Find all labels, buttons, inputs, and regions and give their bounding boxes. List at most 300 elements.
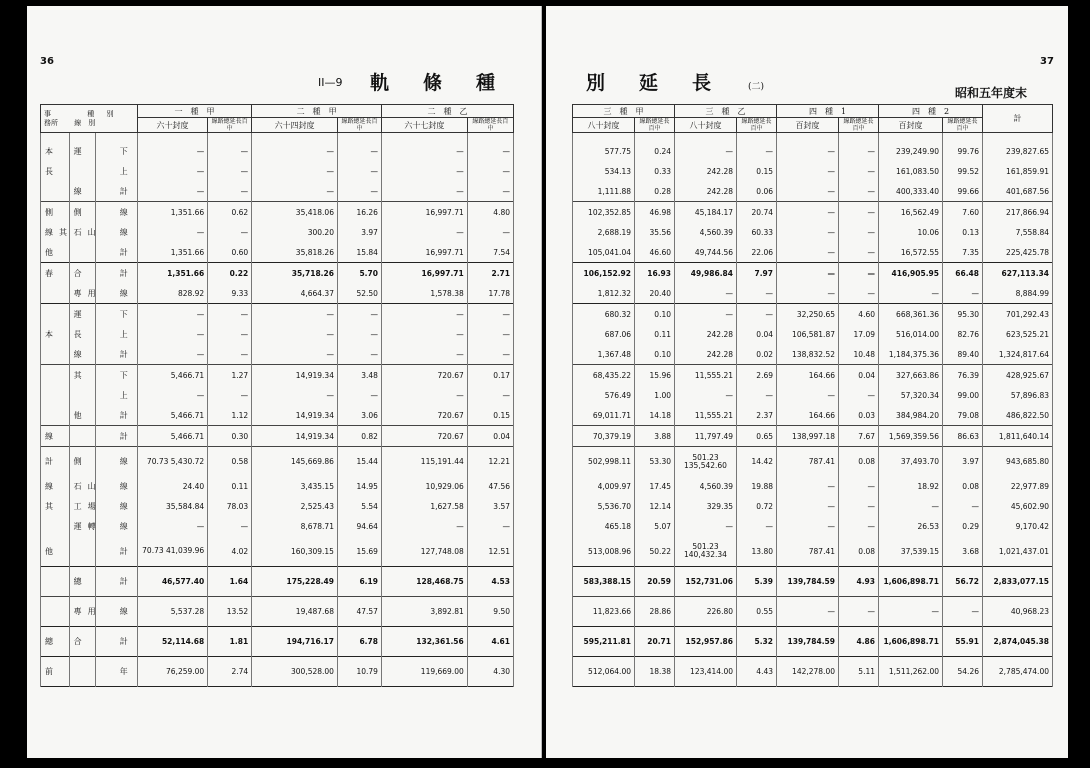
table-row [41,181,514,202]
row-label-office: 總 [41,627,70,657]
table-cell: 787.41 [777,537,839,567]
table-cell: 37,493.70 [879,447,943,477]
unit-row [41,133,514,142]
table-cell: 0.04 [737,324,777,344]
table-row [41,141,514,161]
row-label-kind: 線 [95,447,137,477]
table-cell: 0.17 [467,365,513,386]
table-cell: 0.30 [208,426,252,447]
table-cell: 78.03 [208,497,252,517]
col-header: 線路總延長百中 [208,118,252,133]
table-cell: 82.76 [943,324,983,344]
table-cell: 0.29 [943,517,983,537]
table-row [41,447,514,477]
row-label-line: 運 [69,304,95,325]
table-row [573,627,1053,657]
table-cell: 57,320.34 [879,385,943,405]
table-row [573,385,1053,405]
row-label-line: 專用 [69,597,95,627]
table-cell: 35,418.06 [252,202,338,223]
table-cell: 32,250.65 [777,304,839,325]
table-cell: — [337,181,381,202]
table-cell: 5.11 [839,657,879,687]
table-cell: — [943,283,983,304]
table-cell: 70,379.19 [573,426,635,447]
table-cell: 161,083.50 [879,161,943,181]
table-cell: 5.32 [737,627,777,657]
table-cell: 239,827.65 [983,141,1053,161]
table-row [41,597,514,627]
table-cell: 8,678.71 [252,517,338,537]
row-label-kind: 計 [95,263,137,284]
row-label-kind: 下 [95,304,137,325]
table-cell: 3.06 [337,405,381,426]
table-row [573,304,1053,325]
table-cell: 138,832.52 [777,344,839,365]
table-cell: 512,064.00 [573,657,635,687]
table-cell: 76,259.00 [137,657,207,687]
row-label-kind: 線 [95,517,137,537]
table-cell: 22.06 [737,242,777,263]
table-cell: 0.24 [635,141,675,161]
table-cell: 99.52 [943,161,983,181]
row-label-kind: 下 [95,365,137,386]
corner-class-label: 別 [106,109,114,118]
table-cell: — [839,283,879,304]
table-cell: 19,487.68 [252,597,338,627]
table-cell: 1,351.66 [137,202,207,223]
table-cell: 18.92 [879,477,943,497]
table-cell: — [252,304,338,325]
table-cell: 1,578.38 [381,283,467,304]
unit-cell [252,133,338,142]
row-label-kind: 線 [95,597,137,627]
table-row [573,447,1053,477]
table-cell: 5,466.71 [137,405,207,426]
table-cell: 4.02 [208,537,252,567]
table-cell: — [737,141,777,161]
col-header: 六十四封度 [252,118,338,133]
table-cell: — [137,222,207,242]
table-cell: 327,663.86 [879,365,943,386]
table-cell: 502,998.11 [573,447,635,477]
row-label-line [69,426,95,447]
table-cell: 242.28 [675,344,737,365]
table-row [573,263,1053,284]
unit-cell [737,133,777,142]
row-label-kind: 計 [95,627,137,657]
table-cell: — [777,242,839,263]
col-header: 線路總延長百中 [337,118,381,133]
unit-cell [467,133,513,142]
row-label-line: 專用 [69,283,95,304]
table-cell: 7.97 [737,263,777,284]
table-cell: 115,191.44 [381,447,467,477]
table-cell: 1.81 [208,627,252,657]
table-row [41,344,514,365]
right-table [572,104,1053,687]
table-cell: — [839,242,879,263]
row-label-line: 石山 [69,477,95,497]
table-cell: 35,718.26 [252,263,338,284]
table-cell: 0.33 [635,161,675,181]
table-cell: — [208,222,252,242]
row-label-line [69,161,95,181]
table-cell: 513,008.96 [573,537,635,567]
table-cell: 0.10 [635,344,675,365]
table-cell: — [777,283,839,304]
table-cell: 20.59 [635,567,675,597]
table-cell: 4.61 [467,627,513,657]
table-cell: — [337,161,381,181]
table-cell: 4,560.39 [675,222,737,242]
table-cell: 106,152.92 [573,263,635,284]
table-cell: — [839,597,879,627]
row-label-office: 本 [41,141,70,161]
group-header-3: 二 種 乙 [381,105,513,118]
row-label-line [69,385,95,405]
table-cell: 0.10 [635,304,675,325]
corner-office-label-2: 務所 [44,118,58,127]
col-header: 線路總延長百中 [839,118,879,133]
table-row [41,426,514,447]
row-label-line: 其 [69,365,95,386]
table-cell: 300,528.00 [252,657,338,687]
table-cell: 2,525.43 [252,497,338,517]
table-row [573,426,1053,447]
table-cell: 3.97 [337,222,381,242]
table-cell: 4.30 [467,657,513,687]
table-cell: — [467,344,513,365]
table-cell: 57,896.83 [983,385,1053,405]
table-cell: — [137,304,207,325]
table-cell: 687.06 [573,324,635,344]
col-header: 六十封度 [137,118,207,133]
table-cell: 226.80 [675,597,737,627]
table-cell: 0.08 [839,537,879,567]
table-cell: 26.53 [879,517,943,537]
table-cell: 12.14 [635,497,675,517]
table-cell: 35.56 [635,222,675,242]
table-row [41,477,514,497]
table-cell: — [137,344,207,365]
table-cell: 0.06 [737,181,777,202]
table-cell: — [467,141,513,161]
table-row [41,517,514,537]
table-cell: — [208,517,252,537]
table-cell: 89.40 [943,344,983,365]
table-cell: 14,919.34 [252,365,338,386]
table-cell: 40,968.23 [983,597,1053,627]
table-cell: 242.28 [675,181,737,202]
table-cell: 49,986.84 [675,263,737,284]
table-cell: 2,874,045.38 [983,627,1053,657]
table-row [41,567,514,597]
table-cell: 0.58 [208,447,252,477]
table-cell: 50.22 [635,537,675,567]
table-cell: — [137,161,207,181]
table-cell: 12.51 [467,537,513,567]
page-number-right: 37 [1040,56,1054,67]
table-cell: 1.27 [208,365,252,386]
group-header-1: 一 種 甲 [137,105,251,118]
table-cell: 139,784.59 [777,627,839,657]
table-row [573,324,1053,344]
title-subnote: (二) [748,82,765,92]
page-number-left: 36 [40,56,54,67]
table-cell: 1.12 [208,405,252,426]
table-cell: 9,170.42 [983,517,1053,537]
table-cell: 45,184.17 [675,202,737,223]
table-cell: 0.15 [467,405,513,426]
table-cell: 1,569,359.56 [879,426,943,447]
table-cell: — [737,283,777,304]
table-cell: 6.19 [337,567,381,597]
table-cell: — [208,344,252,365]
table-cell: 175,228.49 [252,567,338,597]
table-cell: 15.69 [337,537,381,567]
table-cell: — [381,385,467,405]
row-label-line: 石山 [69,222,95,242]
table-cell: 52.50 [337,283,381,304]
table-cell: 1,606,898.71 [879,567,943,597]
table-cell: 1,021,437.01 [983,537,1053,567]
table-cell: 4.86 [839,627,879,657]
table-cell: — [137,181,207,202]
table-row [41,497,514,517]
table-cell: 47.56 [467,477,513,497]
table-cell: 164.66 [777,405,839,426]
table-cell: 60.33 [737,222,777,242]
table-row [573,365,1053,386]
table-row [41,627,514,657]
table-cell: 54.26 [943,657,983,687]
table-cell: 11,555.21 [675,365,737,386]
col-header: 線路總延長百中 [943,118,983,133]
table-cell: 1,351.66 [137,242,207,263]
table-cell: 1.00 [635,385,675,405]
table-cell: 164.66 [777,365,839,386]
table-cell: 300.20 [252,222,338,242]
table-cell: 46.60 [635,242,675,263]
table-cell: 0.22 [208,263,252,284]
table-cell: 128,468.75 [381,567,467,597]
period-label: 昭和五年度末 [955,86,1028,100]
table-cell: — [208,385,252,405]
table-row [573,567,1053,597]
table-cell: 595,211.81 [573,627,635,657]
table-cell: — [252,161,338,181]
unit-row [573,133,1053,142]
table-cell: — [137,517,207,537]
table-cell: 329.35 [675,497,737,517]
table-cell: — [337,385,381,405]
table-cell: 194,716.17 [252,627,338,657]
table-cell: — [381,304,467,325]
table-cell: — [467,161,513,181]
corner-line-label: 線 別 [74,118,96,127]
table-cell: 5,537.28 [137,597,207,627]
table-cell: — [879,597,943,627]
row-label-kind: 計 [95,181,137,202]
row-label-kind: 上 [95,161,137,181]
row-label-office: 線 [41,477,70,497]
table-cell: 0.82 [337,426,381,447]
table-cell: 1,627.58 [381,497,467,517]
table-cell: 10.79 [337,657,381,687]
row-label-kind: 計 [95,537,137,567]
table-row [573,222,1053,242]
row-label-office [41,365,70,386]
row-label-office: 側 [41,202,70,223]
row-label-line: 側 [69,447,95,477]
table-cell: 99.66 [943,181,983,202]
table-cell: 16.26 [337,202,381,223]
table-cell: 0.04 [839,365,879,386]
row-label-kind: 計 [95,567,137,597]
row-label-kind: 計 [95,405,137,426]
table-cell: 17.09 [839,324,879,344]
unit-cell [381,133,467,142]
table-cell: 53.30 [635,447,675,477]
table-cell: 2,785,474.00 [983,657,1053,687]
table-cell: — [777,263,839,284]
table-cell: — [337,324,381,344]
table-cell: — [839,222,879,242]
row-label-kind: 線 [95,202,137,223]
row-label-kind: 計 [95,426,137,447]
table-cell: — [337,141,381,161]
unit-cell [573,133,635,142]
table-cell: 5.07 [635,517,675,537]
table-cell: 242.28 [675,161,737,181]
table-cell: 55.91 [943,627,983,657]
row-label-office: 線其 [41,222,70,242]
table-cell: 19.88 [737,477,777,497]
table-cell: 242.28 [675,324,737,344]
table-cell: 3.57 [467,497,513,517]
table-cell: — [137,141,207,161]
table-row [41,263,514,284]
table-cell: 5.39 [737,567,777,597]
table-row [573,283,1053,304]
table-cell: — [839,517,879,537]
table-cell: — [252,385,338,405]
table-row [573,497,1053,517]
title-right: 別延長 [586,72,746,94]
table-row [573,181,1053,202]
table-cell: 28.86 [635,597,675,627]
table-cell: 534.13 [573,161,635,181]
table-cell: — [381,517,467,537]
table-cell: 486,822.50 [983,405,1053,426]
table-cell: 99.00 [943,385,983,405]
row-label-line: 線 [69,181,95,202]
row-label-line: 工場 [69,497,95,517]
table-cell: 1,812.32 [573,283,635,304]
table-cell: 583,388.15 [573,567,635,597]
table-cell: 4,664.37 [252,283,338,304]
table-cell: — [208,304,252,325]
table-cell: 11,797.49 [675,426,737,447]
table-cell: 0.65 [737,426,777,447]
row-label-kind: 線 [95,222,137,242]
table-cell: 400,333.40 [879,181,943,202]
table-row [573,161,1053,181]
table-cell: 160,309.15 [252,537,338,567]
unit-cell [943,133,983,142]
unit-cell [208,133,252,142]
table-cell: — [777,517,839,537]
table-cell: 0.15 [737,161,777,181]
table-cell: — [252,141,338,161]
row-label-kind: 年 [95,657,137,687]
table-cell: 2,833,077.15 [983,567,1053,597]
table-row [41,202,514,223]
table-cell: — [777,597,839,627]
table-cell: — [675,304,737,325]
table-cell: 428,925.67 [983,365,1053,386]
table-cell: 668,361.36 [879,304,943,325]
table-cell: 4,009.97 [573,477,635,497]
table-cell: 1,511,262.00 [879,657,943,687]
table-cell: 152,731.06 [675,567,737,597]
table-cell: 49,744.56 [675,242,737,263]
table-cell: 3,435.15 [252,477,338,497]
table-cell: 45,602.90 [983,497,1053,517]
table-cell: — [467,222,513,242]
table-cell: 5.54 [337,497,381,517]
table-cell: 577.75 [573,141,635,161]
table-cell: 0.13 [943,222,983,242]
table-cell: 10,929.06 [381,477,467,497]
table-cell: 384,984.20 [879,405,943,426]
table-cell: 14,919.34 [252,405,338,426]
table-cell: — [252,344,338,365]
table-cell: 1,367.48 [573,344,635,365]
table-cell: 225,425.78 [983,242,1053,263]
table-cell: 1,184,375.36 [879,344,943,365]
table-cell: 68,435.22 [573,365,635,386]
table-cell: 4.80 [467,202,513,223]
table-cell: — [943,497,983,517]
table-cell: 720.67 [381,365,467,386]
table-cell: 14,919.34 [252,426,338,447]
table-cell: 2.37 [737,405,777,426]
table-cell: — [337,344,381,365]
unit-cell [879,133,943,142]
row-label-office: 他 [41,537,70,567]
row-label-line [69,537,95,567]
table-row [41,283,514,304]
table-cell: — [675,141,737,161]
table-cell: — [879,497,943,517]
table-cell: 239,249.90 [879,141,943,161]
table-row [573,657,1053,687]
col-header: 線路總延長百中 [467,118,513,133]
table-cell: 69,011.71 [573,405,635,426]
table-cell: 576.49 [573,385,635,405]
table-cell: 416,905.95 [879,263,943,284]
row-label-kind: 上 [95,324,137,344]
table-row [41,242,514,263]
table-cell: 5,536.70 [573,497,635,517]
table-cell: 14.42 [737,447,777,477]
table-cell: 79.08 [943,405,983,426]
table-cell: 3,892.81 [381,597,467,627]
group-header-5: 三 種 乙 [675,105,777,118]
table-cell: 1,324,817.64 [983,344,1053,365]
